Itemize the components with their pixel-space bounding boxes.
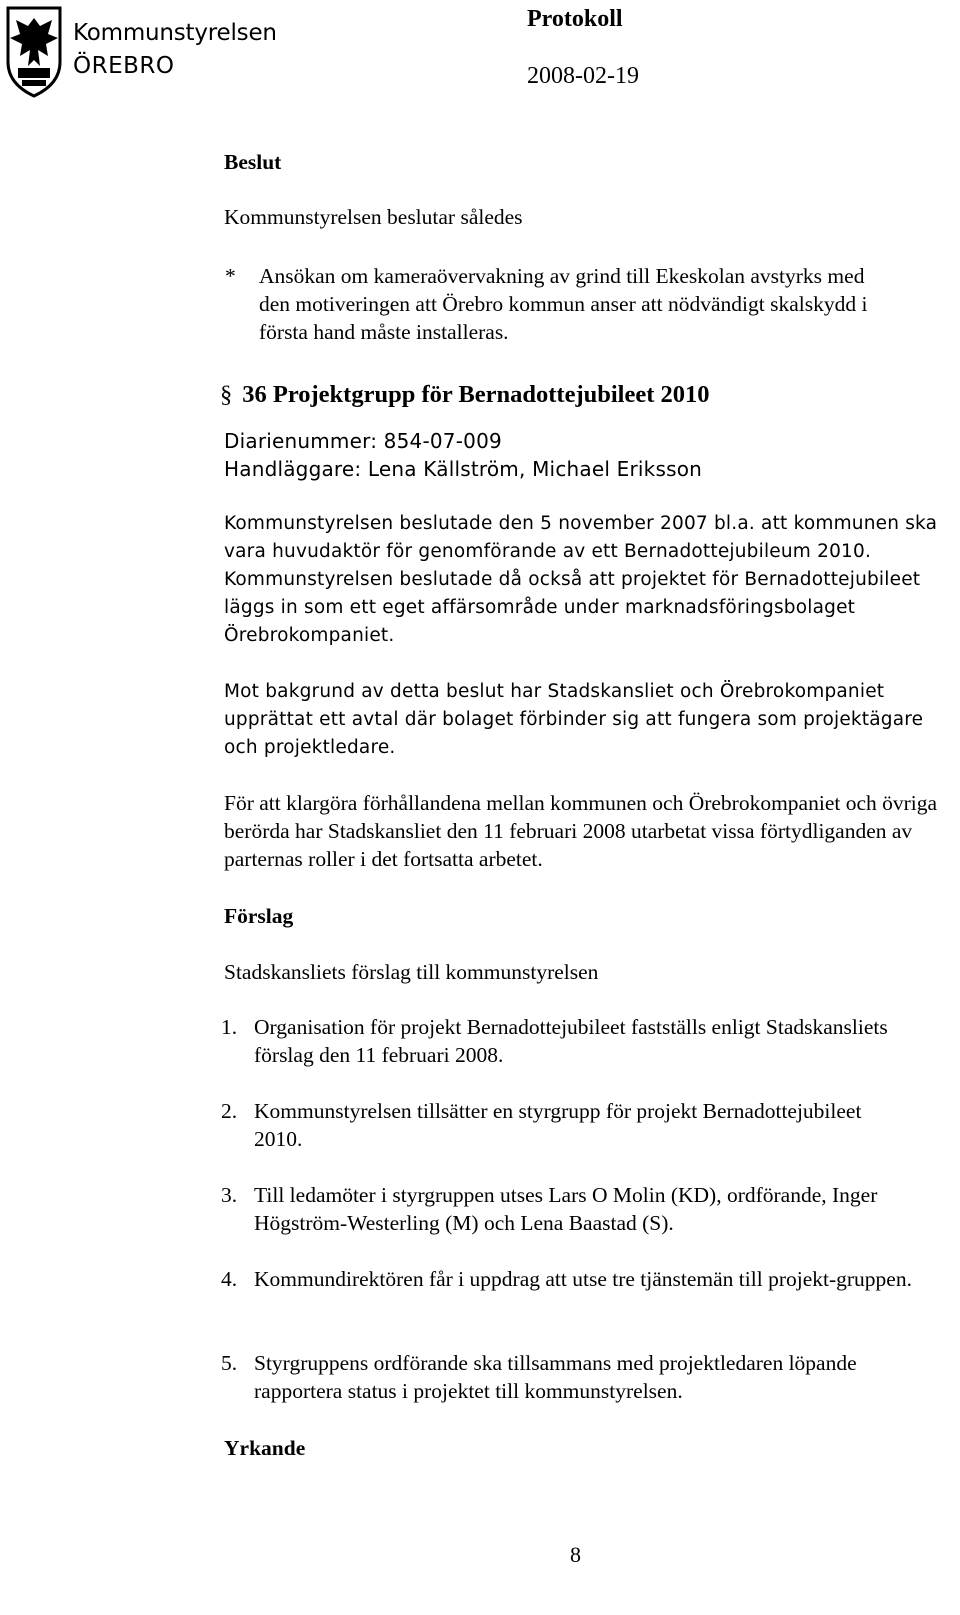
- list-item-number: 2.: [221, 1099, 238, 1123]
- beslut-intro: Kommunstyrelsen beslutar således: [224, 205, 523, 229]
- section-title: [220, 378, 930, 412]
- beslut-heading: Beslut: [224, 150, 282, 174]
- yrkande-heading: Yrkande: [224, 1436, 306, 1460]
- forslag-intro: Stadskansliets förslag till kommunstyrelsen: [224, 960, 599, 984]
- coat-of-arms-logo: [4, 4, 64, 100]
- forslag-heading: Förslag: [224, 904, 294, 928]
- section-paragraph-1: Kommunstyrelsen beslutade den 5 november 2007 bl.a. att kommunen ska vara huvudaktör för genomförande av ett Bernadottejubileum 2010. Kommunstyrelsen beslutade då också att projektet för Bernadottejubileet läggs in som ett eget affärsområde under marknadsföringsbolaget Örebrokompaniet.: [224, 513, 938, 646]
- section-title-text: 36 Projektgrupp för Bernadottejubileet 2010: [242, 381, 710, 408]
- section-paragraph-2: Mot bakgrund av detta beslut har Stadskansliet och Örebrokompaniet upprättat ett avtal där bolaget förbinder sig att fungera som projektägare och projektledare.: [224, 681, 924, 758]
- bullet-marker: *: [225, 264, 236, 288]
- diarienummer: Diarienummer: 854-07-009: [224, 429, 502, 453]
- document-date: 2008-02-19: [527, 63, 639, 89]
- document-type: Protokoll: [527, 6, 623, 32]
- document-header: [0, 0, 960, 110]
- handlaggare: Handläggare: Lena Källström, Michael Eriksson: [224, 457, 703, 481]
- section-paragraph-3: För att klargöra förhållandena mellan kommunen och Örebrokompaniet och övriga berörda har Stadskansliet den 11 februari 2008 utarbetat vissa förtydliganden av parternas roller i det fortsatta arbetet.: [224, 791, 938, 871]
- list-item-text: Organisation för projekt Bernadottejubileet fastställs enligt Stadskansliets förslag den 11 februari 2008.: [254, 1015, 888, 1067]
- list-item-number: 5.: [221, 1351, 238, 1375]
- organisation-city: ÖREBRO: [73, 53, 175, 79]
- list-item-text: Kommundirektören får i uppdrag att utse tre tjänstemän till projekt-gruppen.: [254, 1267, 912, 1291]
- organisation-name: Kommunstyrelsen: [73, 20, 277, 46]
- page-number: 8: [570, 1542, 581, 1567]
- list-item-number: 1.: [221, 1015, 238, 1039]
- list-item-text: Till ledamöter i styrgruppen utses Lars O Molin (KD), ordförande, Inger Högström-Westerling (M) och Lena Baastad (S).: [254, 1183, 878, 1235]
- list-item-text: Kommunstyrelsen tillsätter en styrgrupp för projekt Bernadottejubileet 2010.: [254, 1099, 862, 1151]
- list-item-number: 4.: [221, 1267, 238, 1291]
- paragraph-symbol: §: [220, 381, 233, 408]
- list-item-number: 3.: [221, 1183, 238, 1207]
- list-item-text: Styrgruppens ordförande ska tillsammans med projektledaren löpande rapportera status i projektet till kommunstyrelsen.: [254, 1351, 857, 1403]
- bullet-text: Ansökan om kameraövervakning av grind till Ekeskolan avstyrks med den motiveringen att Örebro kommun anser att nödvändigt skalskydd i första hand måste installeras.: [259, 264, 868, 344]
